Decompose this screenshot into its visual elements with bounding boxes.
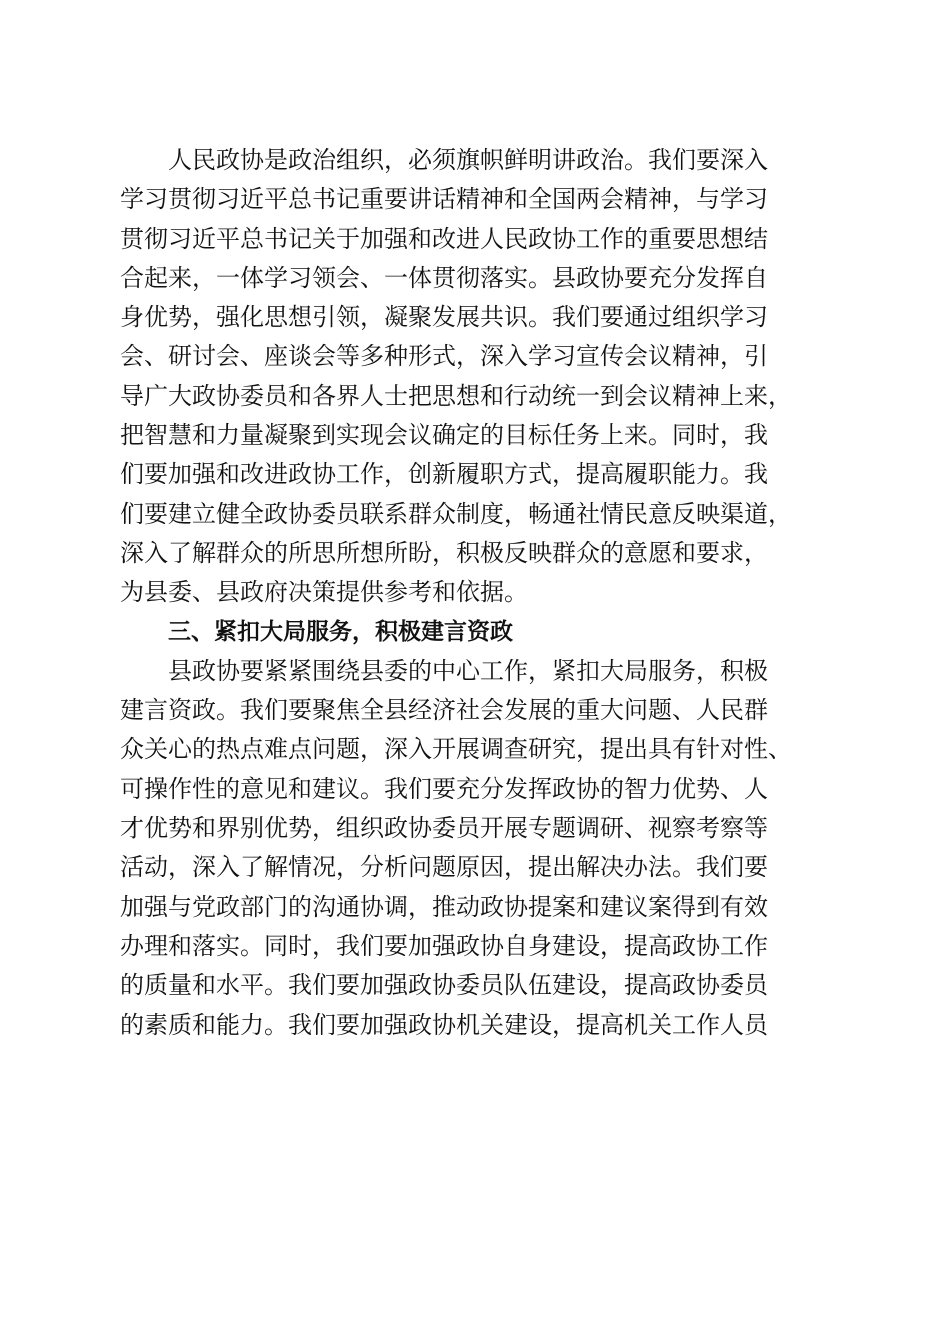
text-line: 身优势，强化思想引领，凝聚发展共识。我们要通过组织学习 bbox=[120, 303, 768, 332]
text-line: 人民政协是政治组织，必须旗帜鲜明讲政治。我们要深入 bbox=[168, 146, 768, 174]
text-line: 深入了解群众的所思所想所盼，积极反映群众的意愿和要求， bbox=[120, 538, 768, 567]
document-body bbox=[120, 141, 840, 1045]
text-line: 把智慧和力量凝聚到实现会议确定的目标任务上来。同时，我 bbox=[120, 421, 768, 450]
text-line: 们要建立健全政协委员联系群众制度，畅通社情民意反映渠道， bbox=[120, 499, 792, 528]
text-line: 活动，深入了解情况，分析问题原因，提出解决办法。我们要 bbox=[120, 853, 768, 882]
text-line: 县政协要紧紧围绕县委的中心工作，紧扣大局服务，积极 bbox=[168, 656, 768, 685]
text-line: 才优势和界别优势，组织政协委员开展专题调研、视察考察等 bbox=[120, 814, 768, 843]
text-line: 贯彻习近平总书记关于加强和改进人民政协工作的重要思想结 bbox=[120, 224, 768, 253]
text-line: 办理和落实。同时，我们要加强政协自身建设，提高政协工作 bbox=[120, 931, 768, 960]
text-line: 合起来，一体学习领会、一体贯彻落实。县政协要充分发挥自 bbox=[120, 263, 768, 292]
text-line: 众关心的热点难点问题，深入开展调查研究，提出具有针对性、 bbox=[120, 735, 792, 764]
paragraph-advisory-service bbox=[120, 652, 840, 1045]
text-line: 的质量和水平。我们要加强政协委员队伍建设，提高政协委员 bbox=[120, 971, 768, 1000]
paragraph-political-organization bbox=[120, 141, 840, 613]
text-line: 建言资政。我们要聚焦全县经济社会发展的重大问题、人民群 bbox=[120, 696, 768, 725]
text-line: 导广大政协委员和各界人士把思想和行动统一到会议精神上来， bbox=[120, 381, 792, 410]
text-line: 加强与党政部门的沟通协调，推动政协提案和建议案得到有效 bbox=[120, 892, 768, 921]
text-line: 会、研讨会、座谈会等多种形式，深入学习宣传会议精神，引 bbox=[120, 342, 768, 371]
text-line: 们要加强和改进政协工作，创新履职方式，提高履职能力。我 bbox=[120, 460, 768, 489]
text-line: 的素质和能力。我们要加强政协机关建设，提高机关工作人员 bbox=[120, 1010, 768, 1039]
text-line: 为县委、县政府决策提供参考和依据。 bbox=[120, 578, 528, 607]
section-heading-3: 三、紧扣大局服务，积极建言资政 bbox=[168, 618, 513, 645]
text-line: 可操作性的意见和建议。我们要充分发挥政协的智力优势、人 bbox=[120, 774, 768, 803]
text-line: 学习贯彻习近平总书记重要讲话精神和全国两会精神，与学习 bbox=[120, 185, 768, 214]
